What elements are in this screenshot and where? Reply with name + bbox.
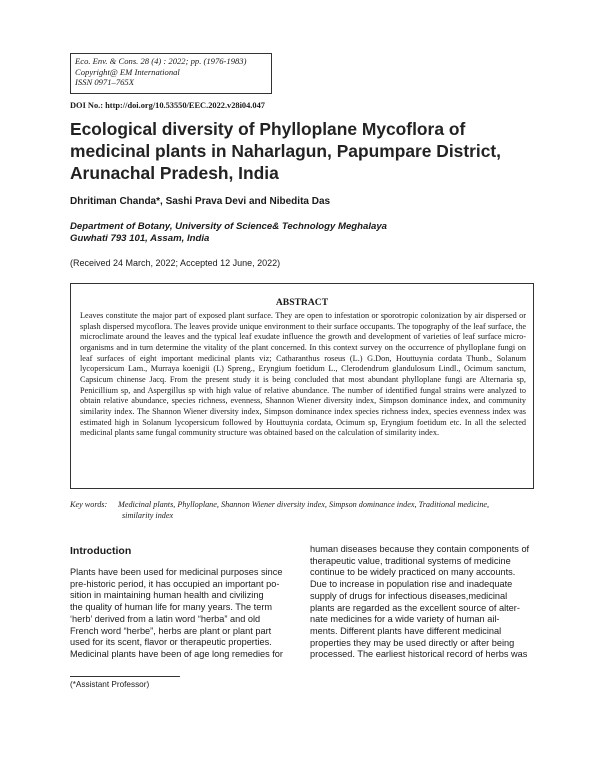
affiliation-department: Department of Botany, University of Science& Technology Meghalaya (70, 221, 388, 232)
text-line: French word “herbe”, herbs are plant or plant part (70, 625, 272, 636)
intro-column-right (310, 544, 532, 661)
article-title: Ecological diversity of Phylloplane Mycoflora of medicinal plants in Naharlagun, Papumpare District, Arunachal Pradesh, India (70, 119, 502, 183)
author-list: Dhritiman Chanda*, Sashi Prava Devi and Nibedita Das (70, 196, 331, 207)
affiliation (70, 221, 387, 245)
text-line: supply of drugs for infectious diseases,medicinal (310, 590, 508, 601)
received-dates: (Received 24 March, 2022; Accepted 12 June, 2022) (70, 258, 281, 268)
citation-issn: ISSN 0971–765X (75, 77, 134, 87)
text-line: the quality of human life for many years. The term (70, 602, 273, 613)
text-line: continue to be widely practiced on many accounts. (310, 567, 516, 578)
text-line: pre-historic period, it has occupied an important po- (70, 578, 280, 589)
text-line: processed. The earliest historical record of herbs was (310, 649, 528, 660)
text-line: human diseases because they contain components of (310, 544, 530, 554)
text-line: sition in maintaining human health and civilizing (70, 590, 264, 601)
intro-column-left (70, 567, 292, 661)
keywords (70, 500, 534, 521)
footnote-divider (70, 676, 180, 677)
keywords-label: Key words: (70, 500, 108, 509)
citation-journal: Eco. Env. & Cons. 28 (4) : 2022; pp. (1976-1983) (75, 56, 247, 66)
section-heading-introduction: Introduction (70, 545, 132, 557)
keywords-line-2: similarity index (122, 510, 174, 520)
text-line: Medicinal plants have been of age long remedies for (70, 648, 283, 659)
citation-copyright: Copyright@ EM International (75, 66, 180, 77)
text-line: used for its scent, flavor or therapeutic properties. (70, 637, 272, 648)
abstract-heading: ABSTRACT (275, 297, 329, 308)
text-line: Plants have been used for medicinal purposes since (70, 567, 283, 577)
text-line: ments. Different plants have different medicinal (310, 625, 502, 636)
text-line: Due to increase in population rise and inadequate (310, 579, 513, 590)
text-line: properties they may be used directly or after being (310, 637, 515, 648)
affiliation-address: Guwhati 793 101, Assam, India (70, 233, 210, 244)
abstract-body: Leaves constitute the major part of exposed plant surface. They are open to infestation or sporotropic colonization by air dispersed or splash dispersed mycoflora. The leaves provide unique environment to their surface occupants. The topography of the leaf surface, the microclimate around the leaves and the typical leaf exudate influence the growth and development of varieties of leaf surface micro-organisms and in turn determine the vitality of the plant concerned. In this context survey on the occurrence of phylloplane fungi on leaf surfaces of eight important medicinal plants viz; Catharanthus roseus (L.) G.Don, Houttuynia cordata Thunb., Solanum lycopersicum Lam., Murraya koenigii (L) Spreng., Eryngium foetidum L., Clerodendrum glandulosum Lindl., Ocimum sanctum, Capsicum chinense Jacq. From the present study it is being concluded that most abundant phylloplane fungi are Alternaria sp, Penicillium sp, and Aspergillus sp with high value of relative abundance. The number of identified fungal strains were analyzed to obtain relative abundance, species richness, evenness, Shannon Wiener diversity index, Simpson dominance index, and community similarity index. The Shannon Wiener diversity index, Simpson dominance index species richness index, species evenness index was estimated high in Solanum lycopersicum followed by Houttuynia cordata, Ocimum sp, Eryngium foetidum etc. In all the selected medicinal plants same fungal community structure was obtained based on the calculation of similarity index. (80, 311, 526, 438)
keywords-line-1: Medicinal plants, Phylloplane, Shannon Wiener diversity index, Simpson dominance index, Traditional medicine, (118, 500, 490, 509)
text-line: therapeutic value, traditional systems of medicine (310, 555, 511, 566)
text-line: ‘herb’ derived from a latin word “herba” and old (70, 613, 261, 624)
citation-box (70, 53, 272, 94)
text-line: plants are regarded as the excellent source of alter- (310, 602, 520, 613)
doi-line[interactable]: DOI No.: http://doi.org/10.53550/EEC.2022.v28i04.047 (70, 101, 265, 110)
text-line: nate medicines for a wide variety of human ail- (310, 614, 500, 625)
footnote: (*Assistant Professor) (70, 680, 150, 689)
